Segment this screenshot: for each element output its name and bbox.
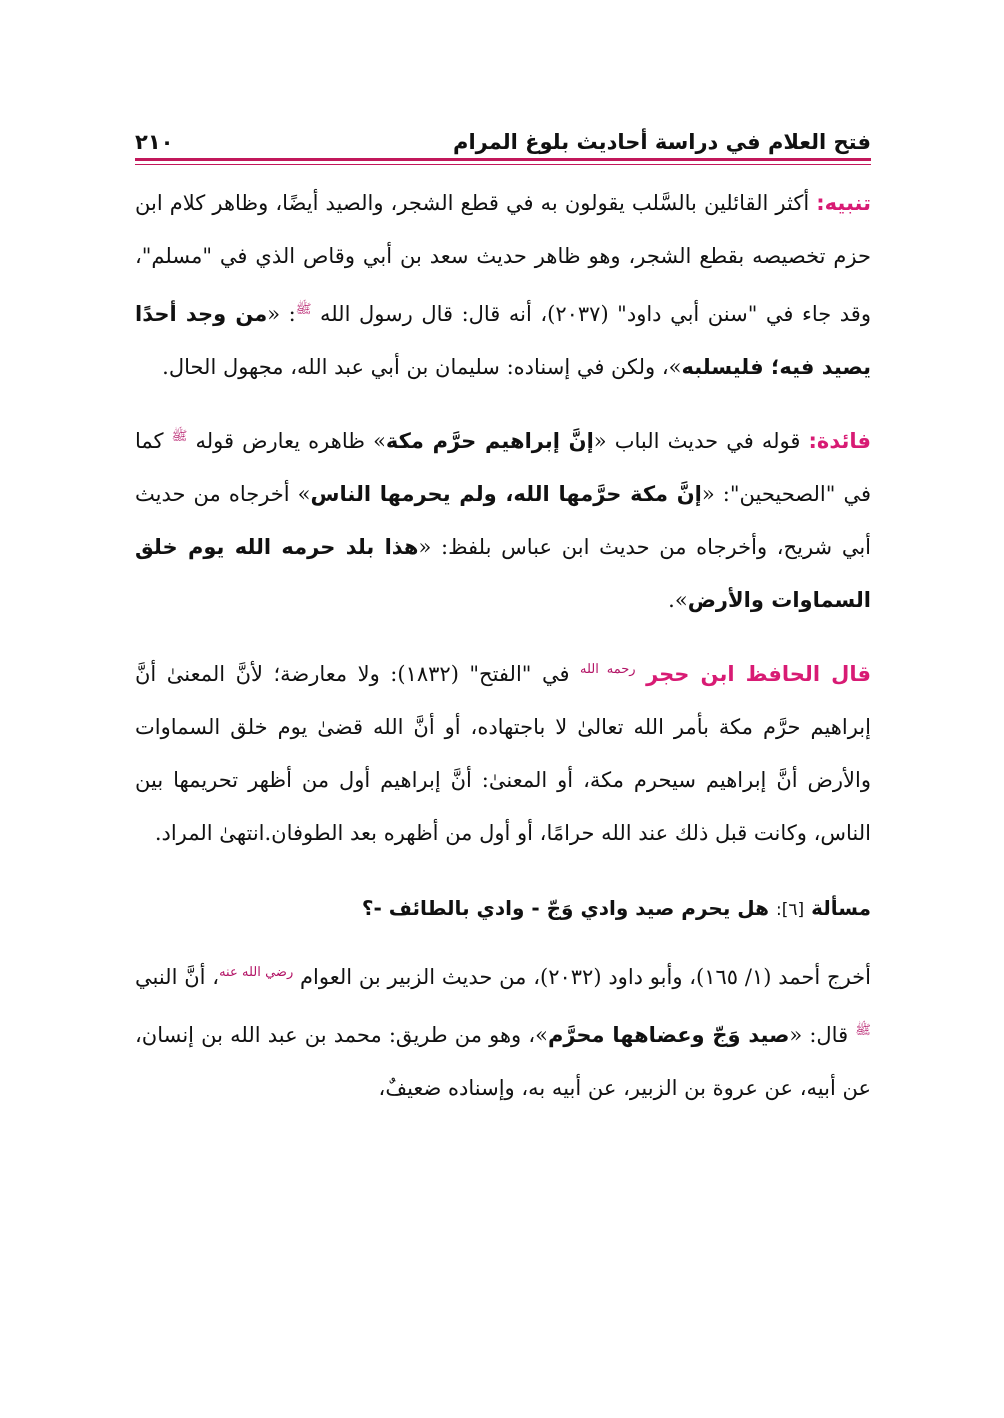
hadith-quote: من وجد أحدًا يصيد فيه؛ فليسلبه — [135, 302, 871, 379]
hadith-quote: هذا بلد حرمه الله يوم خلق السماوات والأرض — [135, 535, 871, 612]
salutation-mark: ﷺ — [171, 429, 188, 444]
masala-label: مسألة — [811, 896, 871, 920]
masala-heading — [135, 888, 871, 930]
hadith-quote: إنَّ إبراهيم حرَّم مكة — [385, 429, 594, 453]
label-ibn-hajar: قال الحافظ ابن حجر — [646, 662, 872, 686]
paragraph-tanbih: تنبيه: أكثر القائلين بالسَّلب يقولون به في قطع الشجر، والصيد أيضًا، وظاهر كلام ابن حزم تخصيصه بقطع الشجر، وهو ظاهر حديث سعد بن أبي وقاص الذي في "مسلم"، وقد جاء في "سنن أبي داود" (٢٠٣٧)، أنه قال: قال رسول الله $^ﷺ$: «من وجد أحدًا يصيد فيه؛ فليسلبه»، ولكن في إسناده: سليمان بن أبي عبد الله، مجهول الحال. — [135, 191, 871, 379]
radiallahu-mark: رضي الله عنه — [219, 965, 294, 980]
salutation-mark: ﷺ — [295, 302, 312, 317]
masala-number: [٦]: — [775, 900, 805, 920]
paragraph-hadith-wajj: أخرج أحمد (١/ ١٦٥)، وأبو داود (٢٠٣٢)، من حديث الزبير بن العوام $^{رضي الله عنه}$، أنَّ النبي $^ﷺ$ قال: «صيد وَجّ وعضاهها محرَّم»، وهو من طريق: محمد بن عبد الله بن إنسان، عن أبيه، عن عروة بن الزبير، عن أبيه به، وإسناده ضعيفٌ، — [135, 965, 872, 1100]
rahimahullah-mark: رحمه الله — [579, 662, 636, 677]
page-number: ٢١٠ — [135, 130, 174, 154]
paragraph-faida: فائدة: قوله في حديث الباب «إنَّ إبراهيم حرَّم مكة» ظاهره يعارض قوله $^ﷺ$ كما في "الصحيحين": «إنَّ مكة حرَّمها الله، ولم يحرمها الناس» أخرجاه من حديث أبي شريح، وأخرجاه من حديث ابن عباس بلفظ: «هذا بلد حرمه الله يوم خلق السماوات والأرض». — [135, 429, 872, 612]
masala-question: هل يحرم صيد وادي وَجّ - وادي بالطائف -؟ — [361, 896, 776, 920]
label-tanbih: تنبيه: — [816, 191, 871, 215]
book-title: فتح العلام في دراسة أحاديث بلوغ المرام — [453, 130, 871, 154]
label-faida: فائدة: — [808, 429, 871, 453]
hadith-quote: صيد وَجّ وعضاهها محرَّم — [547, 1023, 790, 1047]
hadith-quote: إنَّ مكة حرَّمها الله، ولم يحرمها الناس — [310, 482, 702, 506]
page — [135, 118, 871, 1115]
header-rule-thin — [135, 164, 871, 165]
running-header — [135, 118, 871, 154]
paragraph-ibn-hajar: قال الحافظ ابن حجر $^{رحمه الله}$ في "الفتح" (١٨٣٢): ولا معارضة؛ لأنَّ المعنىٰ أنَّ إبراهيم حرَّم مكة بأمر الله تعالىٰ لا باجتهاده، أو أنَّ الله قضىٰ يوم خلق السماوات والأرض أنَّ إبراهيم سيحرم مكة، أو المعنىٰ: أنَّ إبراهيم أول من أظهر تحريمها بين الناس، وكانت قبل ذلك عند الله حرامًا، أو أول من أظهره بعد الطوفان.انتهىٰ المراد. — [135, 662, 872, 845]
header-rule-thick — [135, 158, 871, 161]
salutation-mark: ﷺ — [855, 1023, 871, 1038]
